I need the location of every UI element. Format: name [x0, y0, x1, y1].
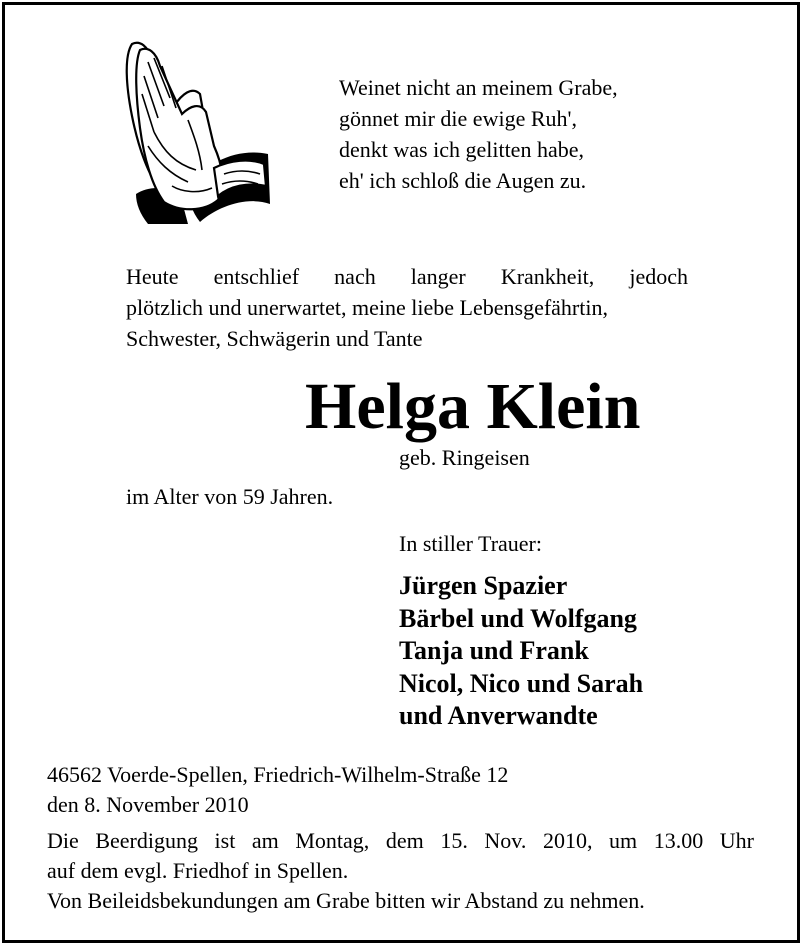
funeral-line: Die Beerdigung ist am Montag, dem 15. Nov. 2010, um 13.00 Uhr	[47, 828, 754, 853]
address-date: den 8. November 2010	[47, 792, 249, 817]
mourners-heading: In stiller Trauer:	[399, 531, 542, 556]
address-street: 46562 Voerde-Spellen, Friedrich-Wilhelm-Straße 12	[47, 762, 509, 787]
poem-verse	[339, 72, 618, 196]
poem-line: eh' ich schloß die Augen zu.	[339, 168, 587, 193]
mourner-name: Jürgen Spazier	[399, 571, 568, 600]
poem-line: denkt was ich gelitten habe,	[339, 137, 584, 162]
intro-line: plötzlich und unerwartet, meine liebe Lebensgefährtin,	[126, 295, 608, 320]
praying-hands-icon	[118, 36, 274, 226]
funeral-line: Von Beileidsbekundungen am Grabe bitten wir Abstand zu nehmen.	[47, 888, 645, 913]
mourner-name: Nicol, Nico und Sarah	[399, 668, 644, 698]
deceased-name: Helga Klein	[305, 370, 641, 443]
poem-line: Weinet nicht an meinem Grabe,	[339, 75, 618, 100]
intro-text	[126, 261, 688, 354]
mourner-name: Bärbel und Wolfgang	[399, 603, 637, 633]
mourner-name: und Anverwandte	[399, 701, 598, 730]
birth-name: geb. Ringeisen	[399, 445, 530, 470]
mourner-name: Tanja und Frank	[399, 636, 589, 665]
poem-line: gönnet mir die ewige Ruh',	[339, 106, 577, 131]
age-text: im Alter von 59 Jahren.	[126, 484, 334, 509]
funeral-line: auf dem evgl. Friedhof in Spellen.	[47, 858, 349, 883]
mourners-list	[399, 570, 643, 733]
intro-line: Schwester, Schwägerin und Tante	[126, 326, 423, 351]
funeral-info	[47, 826, 754, 916]
address-block	[47, 760, 508, 820]
intro-line: Heute entschlief nach langer Krankheit, jedoch	[126, 264, 688, 289]
